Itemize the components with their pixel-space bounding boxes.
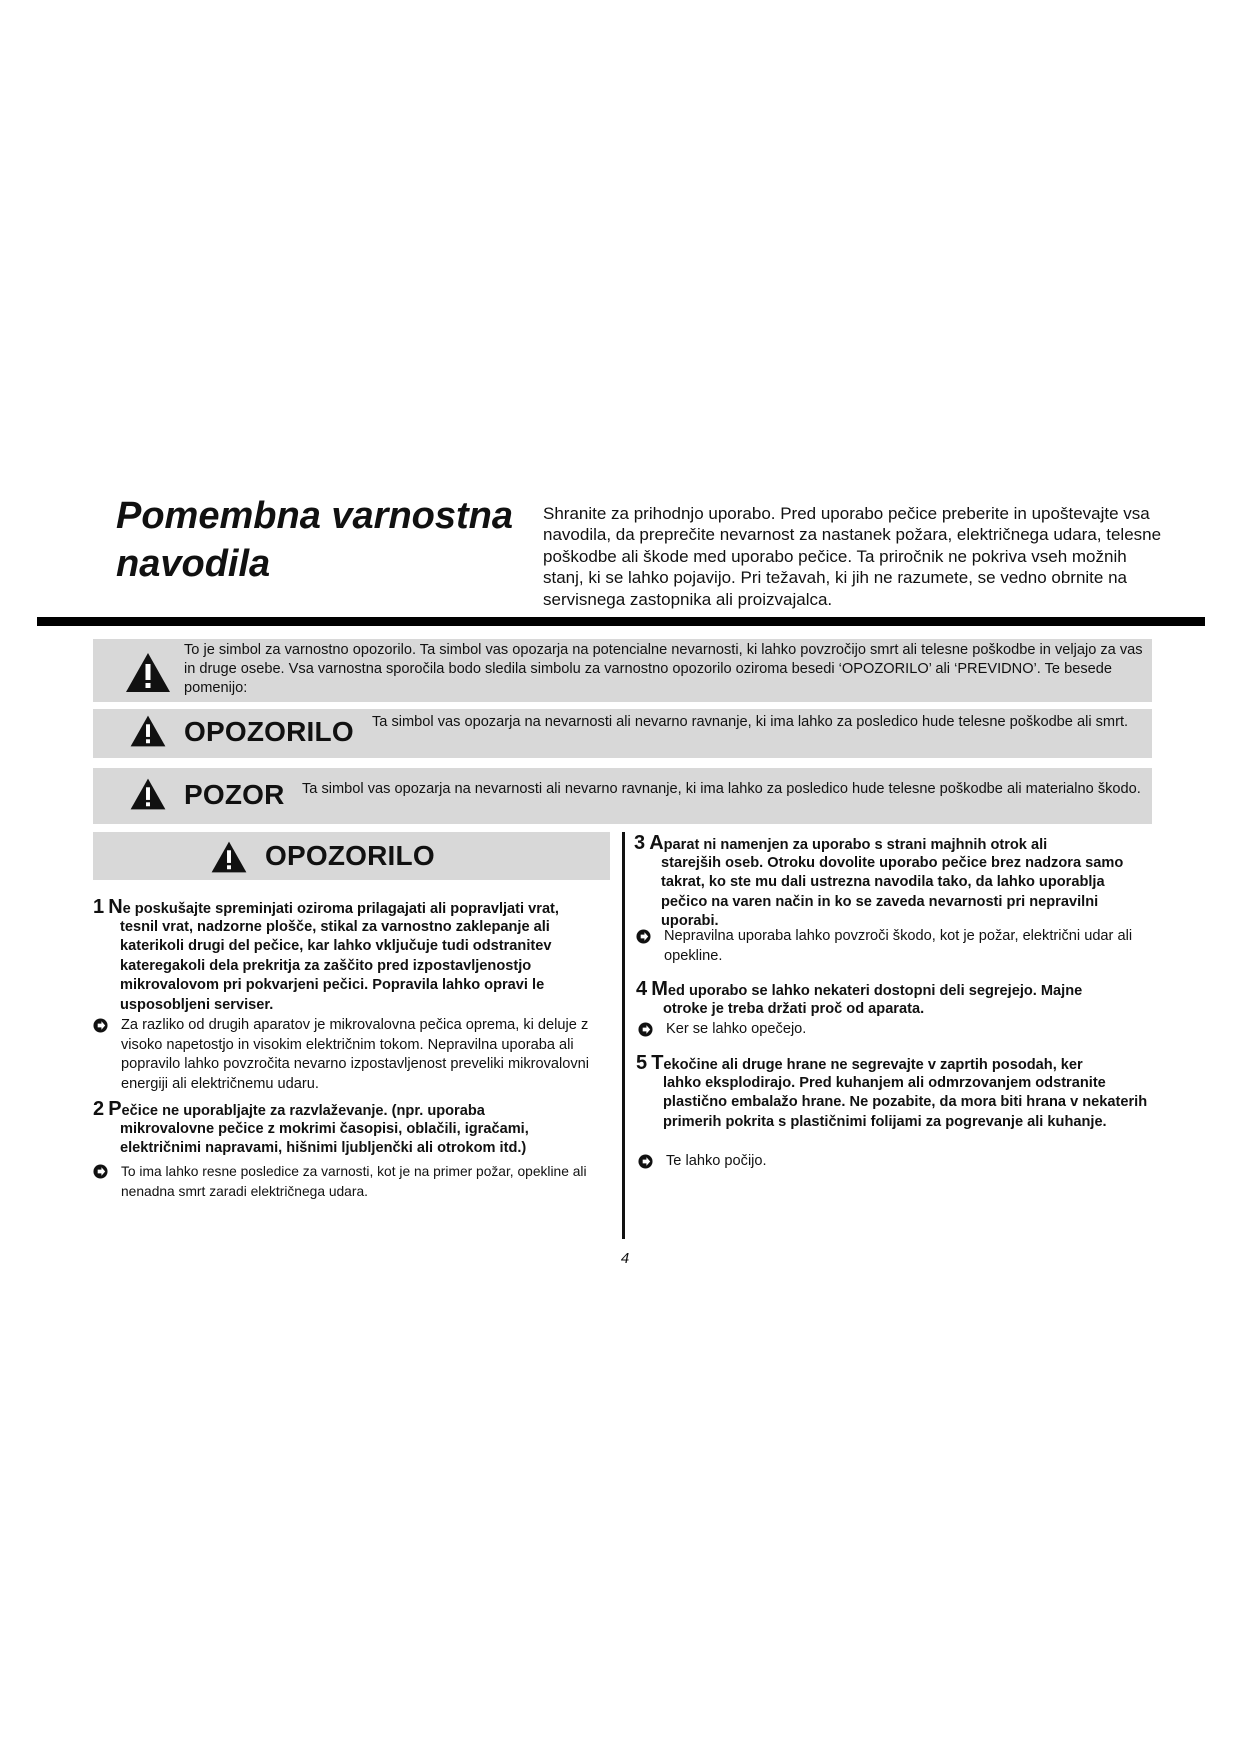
item-number: 1 xyxy=(93,896,105,918)
item-note-text: Te lahko počijo. xyxy=(666,1153,767,1169)
item-text-line1: e poskušajte spreminjati oziroma prilagajati ali popravljati vrat, xyxy=(122,901,559,917)
item-note-text: Ker se lahko opečejo. xyxy=(666,1021,807,1037)
item-text-line1: ed uporabo se lahko nekateri dostopni deli segrejejo. Majne xyxy=(667,983,1083,999)
intro-text: Shranite za prihodnjo uporabo. Pred uporabo pečice preberite in upoštevajte vsa navodila, da preprečite nevarnost za nastanek požara, električnega udara, telesne poškodbe ali škode med uporabo pečice. Ta priročnik ne pokriva vseh možnih stanj, ki se lahko pojavijo. Pri težavah, ki jih ne razumete, se vedno obrnite na servisnega zastopnika ali proizvajalca. xyxy=(543,504,1162,609)
column-divider xyxy=(622,832,625,1239)
item-note-text: Nepravilna uporaba lahko povzroči škodo, kot je požar, električni udar ali opekline. xyxy=(664,928,1133,964)
item-text: lahko eksplodirajo. Pred kuhanjem ali odmrzovanjem odstranite plastično embalažo hrane. Ne pozabite, da mora biti hrana v nekaterih primerih pokrita s plastičnimi folijami za pogrevanje ali kuhanje. xyxy=(663,1074,1148,1130)
item-text-line1: ekočine ali druge hrane ne segrevajte v zaprtih posodah, ker xyxy=(663,1057,1083,1073)
item-text: otroke je treba držati proč od aparata. xyxy=(663,1000,925,1017)
item-number: 3 xyxy=(634,832,646,854)
item-initial: P xyxy=(108,1098,122,1120)
item-initial: A xyxy=(649,832,664,854)
section-header-label: OPOZORILO xyxy=(265,840,435,871)
list-item xyxy=(636,980,1156,1019)
list-item xyxy=(93,898,603,1016)
item-initial: M xyxy=(651,978,668,1000)
warning-triangle-icon xyxy=(124,651,172,694)
item-note xyxy=(638,1152,1158,1172)
item-text: tesnil vrat, nadzorne plošče, stikal za varnostno zaklepanje ali katerikoli drugi del pečice, kar lahko vključuje tudi odstranitev kateregakoli dela prekritja za zaščito pred izpostavljenostjo mikrovalovom pri pokvarjeni pečici. Popravila lahko opravi le usposobljeni serviser. xyxy=(120,918,552,1013)
header-divider xyxy=(37,617,1205,626)
item-text: mikrovalovne pečice z mokrimi časopisi, oblačili, igračami, električnimi napravami, hišnimi ljubljenčki ali otrokom itd.) xyxy=(120,1120,529,1157)
warning-triangle-icon xyxy=(129,714,167,748)
safety-symbol-text: To je simbol za varnostno opozorilo. Ta simbol vas opozarja na potencialne nevarnosti, ki lahko povzročijo smrt ali telesne poškodbe in veljajo za vas in druge osebe. Vsa varnostna sporočila bodo sledila simbolu za varnostno opozorilo oziroma besedi ‘OPOZORILO’ ali ‘PREVIDNO’. Te besede pomenijo: xyxy=(184,642,1143,696)
page-number: 4 xyxy=(620,1250,630,1267)
item-number: 5 xyxy=(636,1052,648,1074)
item-note xyxy=(636,927,1156,966)
list-item xyxy=(93,1100,603,1159)
arrow-circle-icon xyxy=(93,1164,108,1179)
item-text: starejših oseb. Otroku dovolite uporabo pečice brez nadzora samo takrat, ko ste mu dali ustrezna navodila tako, da lahko uporablja pečico na varen način in ko se zaveda nevarnosti pri nepravilni uporabi. xyxy=(661,854,1124,930)
arrow-circle-icon xyxy=(638,1154,653,1169)
item-text-line1: parat ni namenjen za uporabo s strani majhnih otrok ali xyxy=(663,837,1048,853)
page-title: Pomembna varnostna navodila xyxy=(116,495,513,585)
warning-label: OPOZORILO xyxy=(184,716,354,747)
arrow-circle-icon xyxy=(638,1022,653,1037)
item-note xyxy=(93,1016,603,1094)
warning-triangle-icon xyxy=(210,840,248,874)
item-initial: T xyxy=(651,1052,664,1074)
item-note-text: To ima lahko resne posledice za varnosti, kot je na primer požar, opekline ali nenadna smrt zaradi električnega udara. xyxy=(121,1164,587,1199)
item-note-text: Za razliko od drugih aparatov je mikrovalovna pečica oprema, ki deluje z visoko napetostjo in visokim električnim tokom. Nepravilna uporaba ali popravilo lahko povzročita nevarno izpostavljenost preveliki mikrovalovni energiji ali električnemu udaru. xyxy=(121,1017,590,1092)
caution-definition-text: Ta simbol vas opozarja na nevarnosti ali nevarno ravnanje, ki ima lahko za posledico hude telesne poškodbe ali materialno škodo. xyxy=(302,781,1141,797)
item-number: 4 xyxy=(636,978,648,1000)
item-number: 2 xyxy=(93,1098,105,1120)
list-item xyxy=(634,834,1154,932)
item-initial: N xyxy=(108,896,123,918)
arrow-circle-icon xyxy=(93,1018,108,1033)
arrow-circle-icon xyxy=(636,929,651,944)
warning-triangle-icon xyxy=(129,777,167,811)
item-note xyxy=(93,1162,603,1201)
list-item xyxy=(636,1054,1156,1132)
item-text-line1: ečice ne uporabljajte za razvlaževanje. (npr. uporaba xyxy=(121,1103,485,1119)
warning-definition-text: Ta simbol vas opozarja na nevarnosti ali nevarno ravnanje, ki ima lahko za posledico hude telesne poškodbe ali smrt. xyxy=(372,714,1129,730)
item-note xyxy=(638,1020,1158,1040)
caution-label: POZOR xyxy=(184,779,285,810)
